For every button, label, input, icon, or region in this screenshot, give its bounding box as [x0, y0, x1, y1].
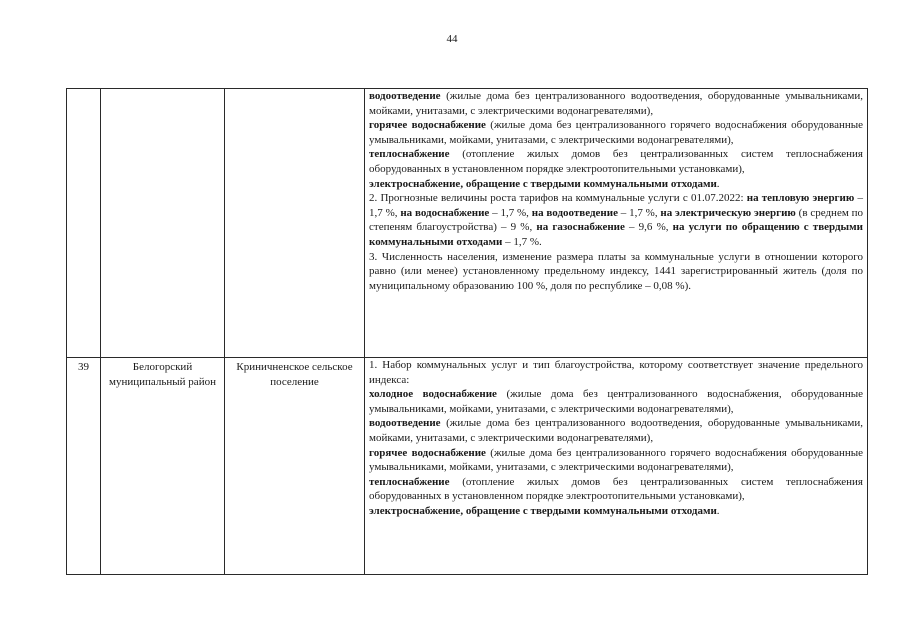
tariff-table [66, 88, 868, 575]
bold-text: электроснабжение, обращение с твердыми коммунальными отходами [369, 504, 717, 517]
text: 3. Численность населения, изменение размера платы за коммунальные услуги в отношении которого равно (или менее) установленному предельному индексу, 1441 зарегистрированный житель (доля по муниципальному образованию 100 %, доля по республике – 0,08 %). [369, 250, 863, 292]
page-number: 44 [446, 33, 458, 45]
content-paragraph [369, 118, 863, 147]
text: (жилые дома без централизованного водоотведения, оборудованные умывальниками, мойками, унитазами, с электрическими водонагревателями), [369, 90, 863, 117]
text: . [716, 177, 720, 190]
bold-text: на электрическую энергию [660, 206, 796, 219]
text: . [716, 504, 720, 517]
bold-text: на тепловую энергию [746, 192, 855, 205]
content-paragraph [369, 387, 863, 416]
bold-text: на водоотведение [531, 206, 618, 219]
bold-text: водоотведение [369, 417, 441, 430]
text: (отопление жилых домов без централизованных систем теплоснабжения оборудованных в установленном порядке электроотопительными установками), [369, 475, 863, 503]
content-paragraph [369, 475, 863, 504]
bold-text: водоотведение [369, 90, 441, 102]
content-cell [365, 89, 868, 358]
content-paragraph [369, 89, 863, 118]
bold-text: теплоснабжение [369, 148, 450, 161]
bold-text: горячее водоснабжение [369, 119, 486, 132]
district-cell: Белогорский муниципальный район [101, 358, 225, 575]
table-row [67, 89, 868, 358]
text: (в среднем по степеням благоустройства) – 9 %, [369, 206, 863, 234]
bold-text: на газоснабжение [536, 221, 625, 234]
bold-text: теплоснабжение [369, 475, 450, 488]
text: 2. Прогнозные величины роста тарифов на коммунальные услуги с 01.07.2022: [369, 192, 747, 205]
table-row [67, 358, 868, 575]
text: 1. Набор коммунальных услуг и тип благоустройства, которому соответствует значение предельного индекса: [369, 359, 863, 386]
bold-text: на водоснабжение [400, 206, 490, 219]
bold-text: электроснабжение, обращение с твердыми коммунальными отходами [369, 177, 717, 190]
row-number-cell: 39 [67, 358, 101, 575]
content-paragraph [369, 504, 863, 519]
text: – 1,7 %, [617, 206, 661, 219]
content-cell [365, 358, 868, 575]
content-paragraph [369, 191, 863, 249]
settlement-cell [225, 89, 365, 358]
district-cell [101, 89, 225, 358]
text: (отопление жилых домов без централизованных систем теплоснабжения оборудованных в установленном порядке электроотопительными установками), [369, 148, 863, 175]
content-paragraph [369, 250, 863, 294]
text: (жилые дома без централизованного водоотведения, оборудованные умывальниками, мойками, унитазами, с электрическими водонагревателями), [369, 417, 863, 444]
settlement-cell: Криничненское сельское поселение [225, 358, 365, 575]
bold-text: холодное водоснабжение [369, 388, 497, 401]
text: (жилые дома без централизованного водоснабжения, оборудованные умывальниками, мойками, унитазами, с электрическими водонагревателями), [369, 388, 864, 415]
text: – 9,6 %, [624, 221, 673, 234]
text: – 1,7 %, [369, 192, 864, 219]
content-paragraph [369, 446, 863, 475]
bold-text: на услуги по обращению с твердыми коммунальными отходами [369, 221, 863, 248]
text: (жилые дома без централизованного горячего водоснабжения оборудованные умывальниками, мойками, унитазами, с электрическими водонагревателями), [369, 119, 863, 146]
content-paragraph [369, 416, 863, 445]
content-paragraph [369, 358, 863, 387]
row-number-cell [67, 89, 101, 358]
text: – 1,7 %. [502, 235, 542, 248]
text: (жилые дома без централизованного горячего водоснабжения оборудованные умывальниками, мойками, унитазами, с электрическими водонагревателями), [369, 446, 863, 474]
content-paragraph [369, 177, 863, 192]
content-paragraph [369, 147, 863, 176]
text: – 1,7 %, [489, 206, 532, 219]
bold-text: горячее водоснабжение [369, 446, 486, 459]
